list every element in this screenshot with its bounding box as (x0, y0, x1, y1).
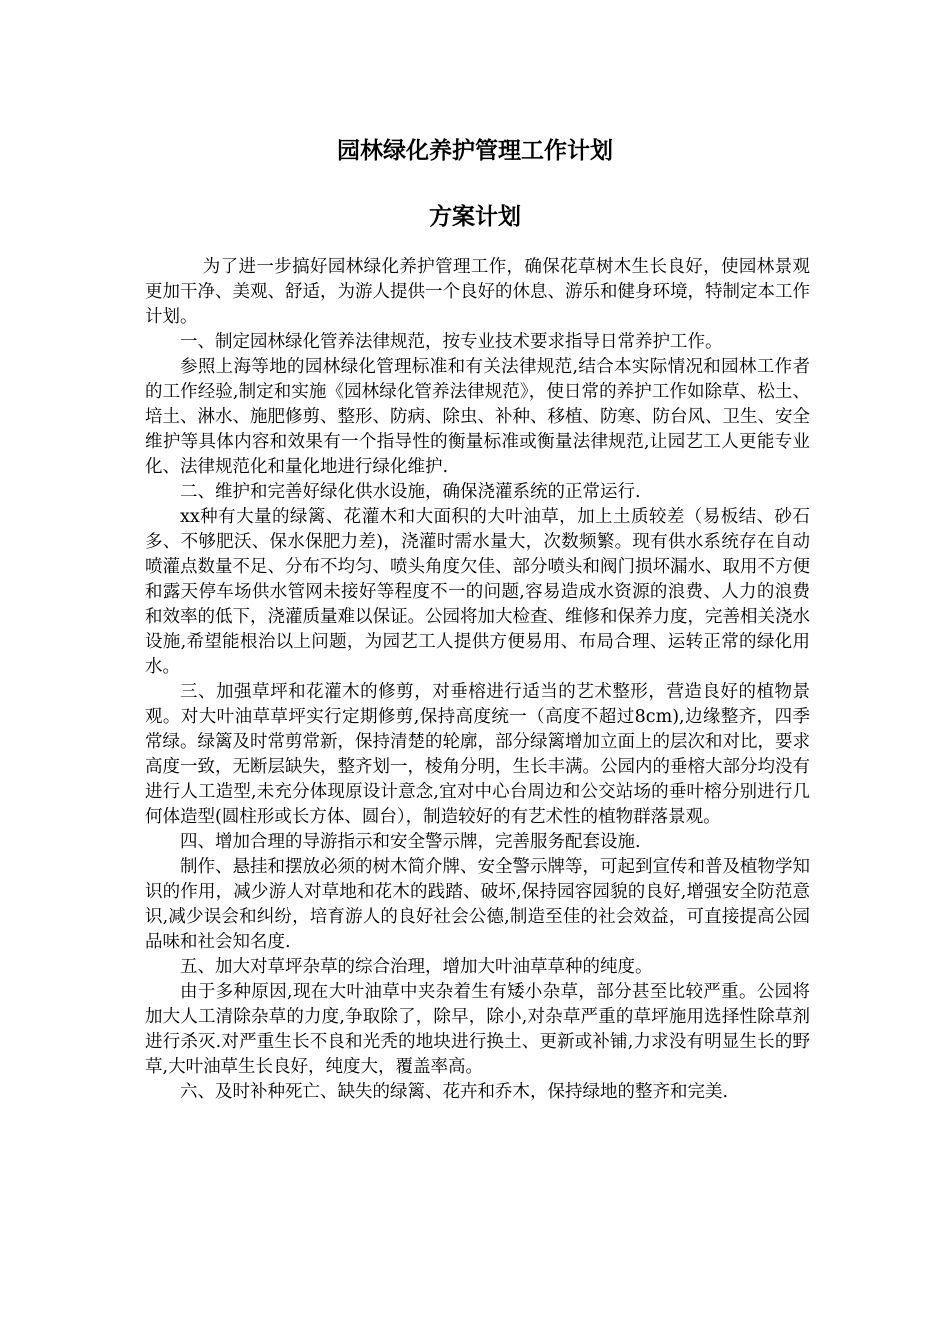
document-title: 园林绿化养护管理工作计划 (337, 138, 613, 164)
paragraph-4: 制作、悬挂和摆放必须的树木简介牌、安全警示牌等，可起到宣传和普及植物学知识的作用，减少游人对草地和花木的践踏、破坏,保持园容园貌的良好,增强安全防范意识,减少误会和纠纷，培育游人的良好社会公德,制造至佳的社会效益，可直接提高公园品味和社会知名度. (145, 857, 810, 952)
section-heading-6: 六、及时补种死亡、缺失的绿篱、花卉和乔木，保持绿地的整齐和完美. (180, 1082, 729, 1102)
paragraph-2: xx种有大量的绿篱、花灌木和大面积的大叶油草，加上土质较差（易板结、砂石多、不够肥沃、保水保肥力差)，浇灌时需水量大，次数频繁。现有供水系统存在自动喷灌点数量不足、分布不均匀、喷头角度欠佳、部分喷头和阀门损坏漏水、取用不方便和露天停车场供水管网未接好等程度不一的问题,容易造成水资源的浪费、人力的浪费和效率的低下，浇灌质量难以保证。公园将加大检查、维修和保养力度，完善相关浇水设施,希望能根治以上问题，为园艺工人提供方便易用、布局合理、运转正常的绿化用水。 (145, 507, 810, 677)
paragraph-1: 参照上海等地的园林绿化管理标准和有关法律规范,结合本实际情况和园林工作者的工作经验,制定和实施《园林绿化管养法律规范》，使日常的养护工作如除草、松土、培土、淋水、施肥修剪、整形、防病、除虫、补种、移植、防寒、防台风、卫生、安全维护等具体内容和效果有一个指导性的衡量标准或衡量法律规范,让园艺工人更能专业化、法律规范化和量化地进行绿化维护. (145, 357, 810, 477)
section-heading-5: 五、加大对草坪杂草的综合治理，增加大叶油草草种的纯度。 (180, 957, 653, 977)
section-heading-2: 二、维护和完善好绿化供水设施，确保浇灌系统的正常运行. (180, 482, 641, 502)
document-body (145, 255, 810, 1105)
section-heading-4: 四、增加合理的导游指示和安全警示牌，完善服务配套设施. (180, 832, 641, 852)
document-subtitle: 方案计划 (429, 204, 521, 230)
paragraph-5: 由于多种原因,现在大叶油草中夹杂着生有矮小杂草，部分甚至比较严重。公园将加大人工清除杂草的力度,争取除了，除早，除小,对杂草严重的草坪施用选择性除草剂进行杀灭.对严重生长不良和光秃的地块进行换土、更新或补铺,力求没有明显生长的野草,大叶油草生长良好，纯度大，覆盖率高。 (145, 982, 810, 1077)
paragraph-intro: 为了进一步搞好园林绿化养护管理工作，确保花草树木生长良好，使园林景观更加干净、美观、舒适，为游人提供一个良好的休息、游乐和健身环境，特制定本工作计划。 (145, 257, 810, 327)
paragraph-3: 三、加强草坪和花灌木的修剪，对垂榕进行适当的艺术整形，营造良好的植物景观。对大叶油草草坪实行定期修剪,保持高度统一（高度不超过8cm),边缘整齐，四季常绿。绿篱及时常剪常新，保持清楚的轮廓，部分绿篱增加立面上的层次和对比，要求高度一致，无断层缺失，整齐划一，棱角分明，生长丰满。公园内的垂榕大部分均没有进行人工造型,未充分体现原设计意念,宜对中心台周边和公交站场的垂叶榕分别进行几何体造型(圆柱形或长方体、圆台），制造较好的有艺术性的植物群落景观。 (145, 682, 810, 827)
section-heading-1: 一、制定园林绿化管养法律规范，按专业技术要求指导日常养护工作。 (180, 332, 723, 352)
